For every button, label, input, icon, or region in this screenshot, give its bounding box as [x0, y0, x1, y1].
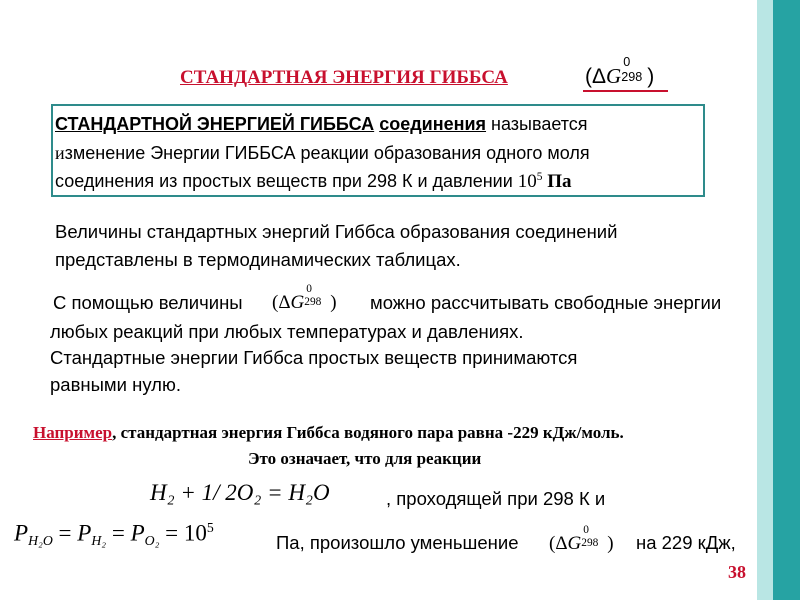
slide-title: СТАНДАРТНАЯ ЭНЕРГИЯ ГИББСА — [180, 67, 508, 88]
para2-line4: равными нулю. — [50, 374, 181, 395]
pressure-equation: $P_{H_2O} = P_{H_2} = P_{O_2} = 10^5$ — [14, 520, 214, 549]
example-line1: Например, стандартная энергия Гиббса водяного пара равна -229 кДж/моль. — [33, 423, 624, 442]
reaction-equation: H₂ + 1/ 2O₂ = H₂O — [150, 480, 330, 505]
reaction-tail: , проходящей при 298 К и — [386, 488, 606, 509]
para1-line2: представлены в термодинамических таблицах. — [55, 249, 461, 270]
decor-stripe-light — [757, 0, 773, 600]
definition-line-3: соединения из простых веществ при 298 К и давлении $10^5$ Па — [55, 171, 572, 192]
para1-line1: Величины стандартных энергий Гиббса образования соединений — [55, 221, 618, 242]
definition-of: соединения — [379, 114, 487, 134]
page-number: 38 — [728, 562, 746, 582]
para2-line3: Стандартные энергии Гиббса простых веществ принимаются — [50, 347, 578, 368]
para2-gibbs-formula: (ΔG 0 298 ) — [272, 282, 337, 313]
definition-line-1: СТАНДАРТНОЙ ЭНЕРГИЕЙ ГИББСА соединения называется — [55, 114, 588, 134]
last-line-end: на 229 кДж, — [636, 532, 736, 553]
last-line-gibbs-formula: (ΔG 0 298 ) — [549, 523, 614, 554]
definition-line-2: изменение Энергии ГИББСА реакции образования одного моля — [55, 143, 590, 163]
para2-start: С помощью величины — [53, 292, 243, 313]
definition-term: СТАНДАРТНОЙ ЭНЕРГИЕЙ ГИББСА — [55, 114, 375, 134]
para2-line2: любых реакций при любых температурах и давлениях. — [50, 321, 524, 342]
decor-stripe-dark — [773, 0, 800, 600]
para2-line1-rest: можно рассчитывать свободные энергии — [370, 292, 722, 313]
last-line-mid: Па, произошло уменьшение — [276, 532, 519, 553]
example-line2: Это означает, что для реакции — [248, 449, 482, 468]
example-word: Например — [33, 423, 113, 442]
pressure-value: $10^5$ Па — [517, 171, 572, 192]
title-gibbs-formula: (ΔG 0 298 ) — [583, 62, 668, 92]
